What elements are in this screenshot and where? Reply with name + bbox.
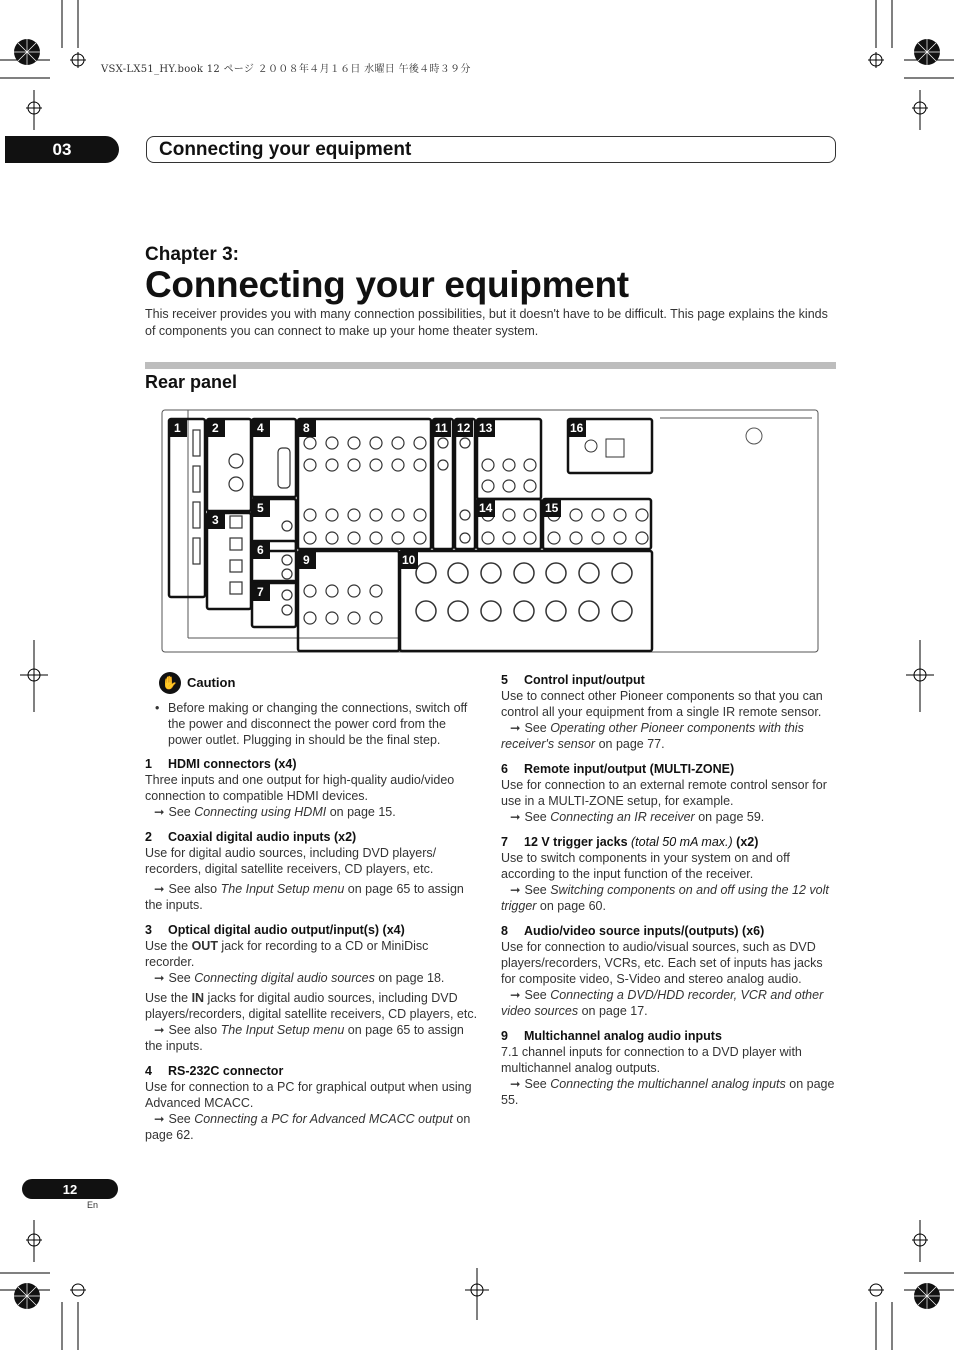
item-8-heading: 8 Audio/video source inputs/(outputs) (x6) — [501, 924, 765, 938]
arrow-icon: ➞ — [154, 1023, 165, 1037]
callout-8 — [298, 419, 316, 437]
item-4-body: Use for connection to a PC for graphical output when using Advanced MCACC. — [145, 1080, 472, 1110]
item-1-body: Three inputs and one output for high-quality audio/video connection to compatible HDMI devices. — [145, 773, 455, 803]
item-2 — [145, 829, 479, 913]
callout-7 — [252, 583, 270, 601]
arrow-icon: ➞ — [154, 1112, 165, 1126]
item-5-heading: 5 Control input/output — [501, 673, 645, 687]
item-3-see-in: ➞ See also The Input Setup menu on page 65 to assign the inputs. — [145, 1023, 464, 1053]
item-7-ref: Switching components on and off using the 12 volt trigger — [501, 883, 829, 913]
callout-5 — [252, 499, 270, 517]
item-5 — [501, 672, 837, 752]
callout-8-label: 8 — [303, 421, 310, 435]
callout-2-label: 2 — [212, 421, 219, 435]
item-7-heading: 7 12 V trigger jacks (total 50 mA max.) (x2) — [501, 835, 759, 849]
rear-panel-diagram — [160, 408, 820, 654]
callout-4 — [252, 419, 270, 437]
item-9-see: ➞ See Connecting the multichannel analog inputs on page 55. — [501, 1077, 835, 1107]
callout-14-label: 14 — [479, 501, 493, 515]
item-6-ref: Connecting an IR receiver — [550, 810, 695, 824]
print-header: VSX-LX51_HY.book 12 ページ ２００８年４月１６日 水曜日 午後４時３９分 — [101, 64, 471, 75]
item-1-ref: Connecting using HDMI — [194, 805, 327, 819]
section-rule — [145, 362, 836, 369]
intro-paragraph: This receiver provides you with many connection possibilities, but it doesn't have to be difficult. This page explains the kinds of components you can connect to make up your home theater system. — [145, 307, 828, 338]
item-4 — [145, 1063, 479, 1143]
callout-7-label: 7 — [257, 585, 264, 599]
callout-5-label: 5 — [257, 501, 264, 515]
callout-2 — [207, 419, 225, 437]
callout-10 — [400, 551, 418, 569]
item-8-ref: Connecting a DVD/HDD recorder, VCR and other video sources — [501, 988, 824, 1018]
arrow-icon: ➞ — [510, 988, 521, 1002]
running-header-title: Connecting your equipment — [159, 138, 412, 160]
page-title: Connecting your equipment — [145, 264, 629, 305]
item-3-see-out: ➞ See Connecting digital audio sources on page 18. — [154, 971, 445, 985]
item-9-heading: 9 Multichannel analog audio inputs — [501, 1029, 722, 1043]
item-3-ref-in: The Input Setup menu — [220, 1023, 345, 1037]
section-title: Rear panel — [145, 372, 238, 392]
caution-bullet: • Before making or changing the connections, switch off the power and disconnect the power cord from the power outlet. Plugging in should be the final step. — [145, 700, 479, 748]
callout-3-label: 3 — [212, 513, 219, 527]
callout-15-label: 15 — [545, 501, 559, 515]
callout-9-label: 9 — [303, 553, 310, 567]
callout-6-label: 6 — [257, 543, 264, 557]
callout-10-label: 10 — [402, 553, 416, 567]
item-4-ref: Connecting a PC for Advanced MCACC output — [194, 1112, 453, 1126]
arrow-icon: ➞ — [510, 883, 521, 897]
callout-12-label: 12 — [457, 421, 471, 435]
item-2-ref: The Input Setup menu — [220, 882, 345, 896]
arrow-icon: ➞ — [154, 805, 165, 819]
chapter-number-tab: 03 — [5, 136, 119, 163]
item-5-body: Use to connect other Pioneer components so that you can control all your equipment from a single IR remote sensor. — [501, 689, 823, 719]
callout-1 — [169, 419, 187, 437]
item-3 — [145, 922, 479, 1054]
item-1-heading: 1 HDMI connectors (x4) — [145, 757, 297, 771]
callout-1-label: 1 — [174, 421, 181, 435]
callout-4-label: 4 — [257, 421, 264, 435]
item-6 — [501, 761, 837, 825]
item-8 — [501, 923, 837, 1019]
item-6-heading: 6 Remote input/output (MULTI-ZONE) — [501, 762, 735, 776]
item-3-body-out: Use the OUT jack for recording to a CD or MiniDisc recorder. — [145, 939, 429, 969]
item-3-body-in: Use the IN jacks for digital audio sources, including DVD players/recorders, digital satellite receivers, CD players, etc. — [145, 991, 478, 1021]
chapter-label: Chapter 3: — [145, 244, 239, 265]
item-8-body: Use for connection to audio/visual sources, such as DVD players/recorders, VCRs, etc. Each set of inputs has jacks for composite video, S-Video and stereo analog audio. — [501, 940, 823, 986]
page-language: En — [87, 1200, 99, 1210]
left-column — [145, 672, 479, 1152]
callout-11-label: 11 — [435, 421, 448, 435]
caution-heading — [159, 672, 479, 694]
item-5-ref: Operating other Pioneer components with this receiver's sensor — [501, 721, 804, 751]
right-column — [501, 672, 837, 1117]
callout-13 — [477, 419, 495, 437]
item-3-ref-out: Connecting digital audio sources — [194, 971, 375, 985]
item-2-body: Use for digital audio sources, including DVD players/ recorders, digital satellite receivers, CD players, etc. — [145, 846, 437, 876]
arrow-icon: ➞ — [510, 810, 521, 824]
callout-11 — [433, 419, 451, 437]
running-header — [146, 136, 836, 163]
arrow-icon: ➞ — [154, 882, 165, 896]
arrow-icon: ➞ — [154, 971, 165, 985]
hand-stop-icon: ✋ — [159, 672, 181, 694]
item-6-body: Use for connection to an external remote control sensor for use in a MULTI-ZONE setup, for example. — [501, 778, 827, 808]
item-2-see: ➞ See also The Input Setup menu on page 65 to assign the inputs. — [145, 882, 464, 912]
item-5-see: ➞ See Operating other Pioneer components with this receiver's sensor on page 77. — [501, 721, 804, 751]
item-7 — [501, 834, 837, 914]
callout-6 — [252, 541, 270, 559]
item-8-see: ➞ See Connecting a DVD/HDD recorder, VCR and other video sources on page 17. — [501, 988, 824, 1018]
item-1 — [145, 756, 479, 820]
item-7-body: Use to switch components in your system on and off according to the input function of the receiver. — [501, 851, 790, 881]
callout-16 — [568, 419, 586, 437]
item-6-see: ➞ See Connecting an IR receiver on page 59. — [510, 810, 765, 824]
callout-3 — [207, 511, 225, 529]
arrow-icon: ➞ — [510, 1077, 521, 1091]
arrow-icon: ➞ — [510, 721, 521, 735]
page-number: 12 — [22, 1179, 118, 1199]
item-7-see: ➞ See Switching components on and off using the 12 volt trigger on page 60. — [501, 883, 829, 913]
callout-16-label: 16 — [570, 421, 584, 435]
item-9 — [501, 1028, 837, 1108]
callout-13-label: 13 — [479, 421, 493, 435]
item-1-see: ➞ See Connecting using HDMI on page 15. — [154, 805, 396, 819]
callout-14 — [477, 499, 495, 517]
item-9-body: 7.1 channel inputs for connection to a DVD player with multichannel analog outputs. — [501, 1045, 802, 1075]
item-3-heading: 3 Optical digital audio output/input(s) (x4) — [145, 923, 405, 937]
callout-9 — [298, 551, 316, 569]
caution-title: Caution — [187, 675, 236, 690]
item-4-heading: 4 RS-232C connector — [145, 1064, 284, 1078]
callout-15 — [543, 499, 561, 517]
item-9-ref: Connecting the multichannel analog inputs — [550, 1077, 786, 1091]
callout-12 — [455, 419, 473, 437]
item-4-see: ➞ See Connecting a PC for Advanced MCACC output on page 62. — [145, 1112, 471, 1142]
item-2-heading: 2 Coaxial digital audio inputs (x2) — [145, 830, 357, 844]
